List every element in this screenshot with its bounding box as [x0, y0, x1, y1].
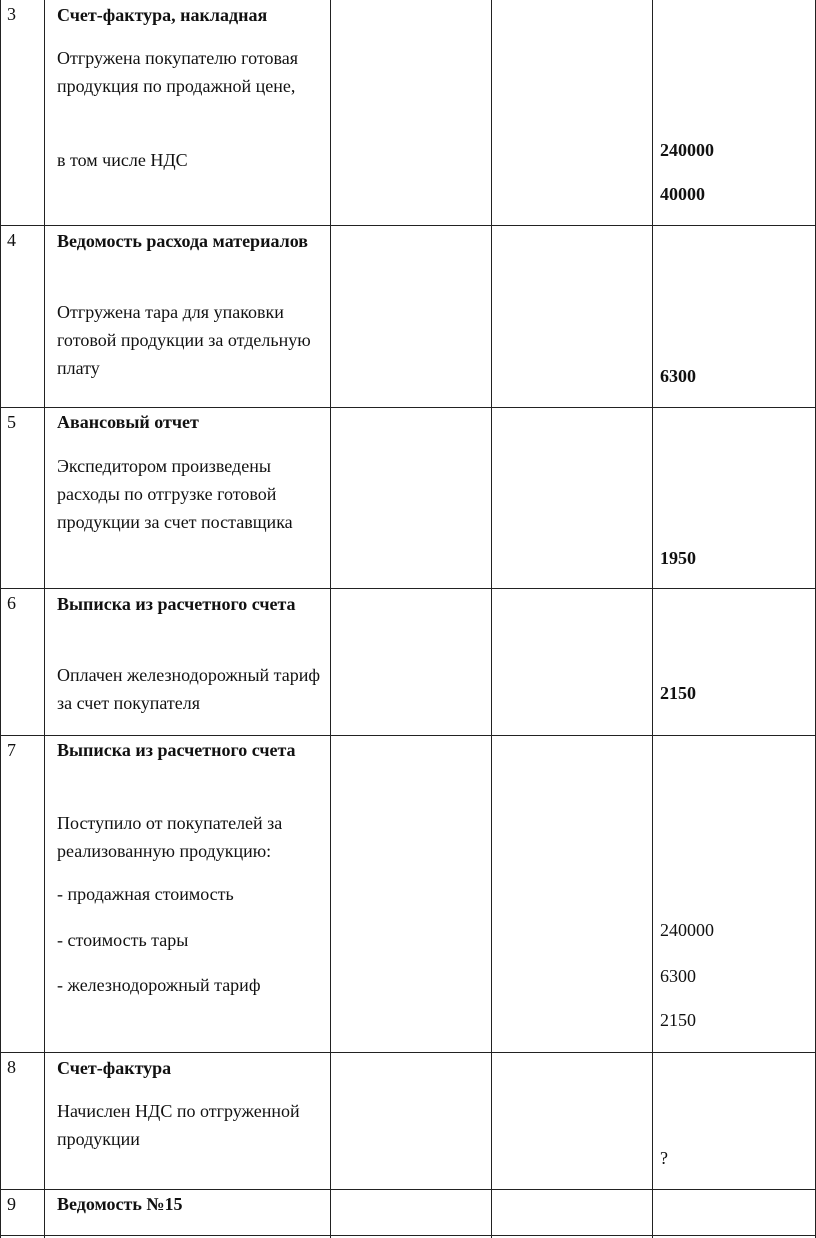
amount: 240000	[660, 920, 714, 940]
row-number: 9	[7, 1194, 16, 1214]
list-item: - стоимость тары	[57, 930, 189, 950]
amount: ?	[660, 1148, 668, 1168]
operation-description: Поступило от покупателей за реализованную продукцию:	[57, 813, 283, 861]
document-title: Авансовый отчет	[57, 412, 199, 432]
operation-description: Оплачен железнодорожный тариф за счет покупателя	[57, 665, 321, 713]
row-number: 5	[7, 412, 16, 432]
row-number: 3	[7, 4, 16, 24]
list-item: - продажная стоимость	[57, 884, 234, 904]
amount: 2150	[660, 683, 696, 703]
table-row	[0, 408, 816, 589]
amount: 240000	[660, 140, 714, 160]
document-title: Ведомость №15	[57, 1194, 183, 1214]
document-title: Выписка из расчетного счета	[57, 740, 296, 760]
table-row	[0, 0, 816, 226]
amount: 2150	[660, 1010, 696, 1030]
operation-description: Экспедитором произведены расходы по отгрузке готовой продукции за счет поставщика	[57, 456, 293, 532]
operation-description: Отгружена покупателю готовая продукция по продажной цене,	[57, 48, 299, 96]
row-number: 7	[7, 740, 16, 760]
row-number: 4	[7, 230, 16, 250]
list-item: - железнодорожный тариф	[57, 975, 261, 995]
amount: 1950	[660, 548, 696, 568]
row-number: 6	[7, 593, 16, 613]
document-title: Счет-фактура, накладная	[57, 5, 268, 25]
table-row	[0, 1190, 816, 1236]
operation-note: в том числе НДС	[57, 150, 188, 170]
document-title: Счет-фактура	[57, 1058, 172, 1078]
document-title: Ведомость расхода материалов	[57, 231, 308, 251]
table-row	[0, 736, 816, 1053]
amount: 6300	[660, 366, 696, 386]
table-row	[0, 226, 816, 408]
amount: 6300	[660, 966, 696, 986]
operation-description: Начислен НДС по отгруженной продукции	[57, 1101, 300, 1149]
table-row	[0, 589, 816, 736]
amount: 40000	[660, 184, 705, 204]
operation-description: Отгружена тара для упаковки готовой продукции за отдельную плату	[57, 302, 311, 378]
row-number: 8	[7, 1057, 16, 1077]
document-title: Выписка из расчетного счета	[57, 594, 296, 614]
table-row	[0, 1053, 816, 1190]
